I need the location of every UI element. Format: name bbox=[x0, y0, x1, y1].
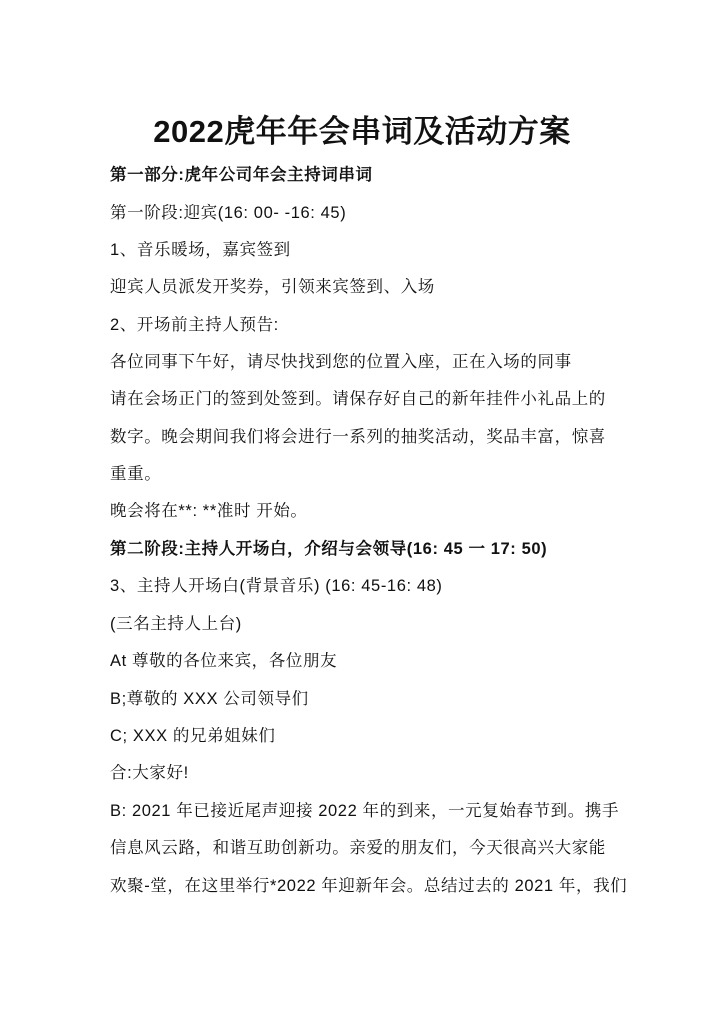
text-line: 合:大家好! bbox=[110, 764, 189, 782]
text-line: 迎宾人员派发开奖券，引领来宾签到、入场 bbox=[110, 278, 435, 296]
text-line: (三名主持人上台) bbox=[110, 615, 242, 633]
text-line: At 尊敬的各位来宾，各位朋友 bbox=[110, 652, 338, 670]
text-line: 数字。晚会期间我们将会进行一系列的抽奖活动，奖品丰富，惊喜 bbox=[110, 428, 606, 446]
text-line: 各位同事下午好，请尽快找到您的位置入座，正在入场的同事 bbox=[110, 353, 572, 371]
text-line: 晚会将在**: **准时 开始。 bbox=[110, 502, 308, 520]
text-line: C; XXX 的兄弟姐妹们 bbox=[110, 727, 276, 745]
text-line: 3、主持人开场白(背景音乐) (16: 45-16: 48) bbox=[110, 577, 443, 595]
text-line: 1、音乐暖场，嘉宾签到 bbox=[110, 241, 291, 259]
text-line: 重重。 bbox=[110, 465, 162, 483]
text-line: B: 2021 年已接近尾声迎接 2022 年的到来，一元复始春节到。携手 bbox=[110, 802, 620, 820]
section-heading-stage-two: 第二阶段:主持人开场白，介绍与会领导(16: 45 一 17: 50) bbox=[110, 540, 548, 558]
text-line: 欢聚-堂，在这里举行*2022 年迎新年会。总结过去的 2021 年，我们 bbox=[110, 877, 628, 895]
section-heading-part-one: 第一部分:虎年公司年会主持词串词 bbox=[110, 166, 373, 184]
document-title: 2022虎年年会串词及活动方案 bbox=[153, 114, 571, 149]
text-line: 第一阶段:迎宾(16: 00- -16: 45) bbox=[110, 204, 347, 222]
text-line: B;尊敬的 XXX 公司领导们 bbox=[110, 690, 309, 708]
text-line: 信息风云路，和谐互助创新功。亲爱的朋友们，今天很高兴大家能 bbox=[110, 839, 606, 857]
text-line: 请在会场正门的签到处签到。请保存好自己的新年挂件小礼品上的 bbox=[110, 390, 606, 408]
text-line: 2、开场前主持人预告: bbox=[110, 316, 279, 334]
